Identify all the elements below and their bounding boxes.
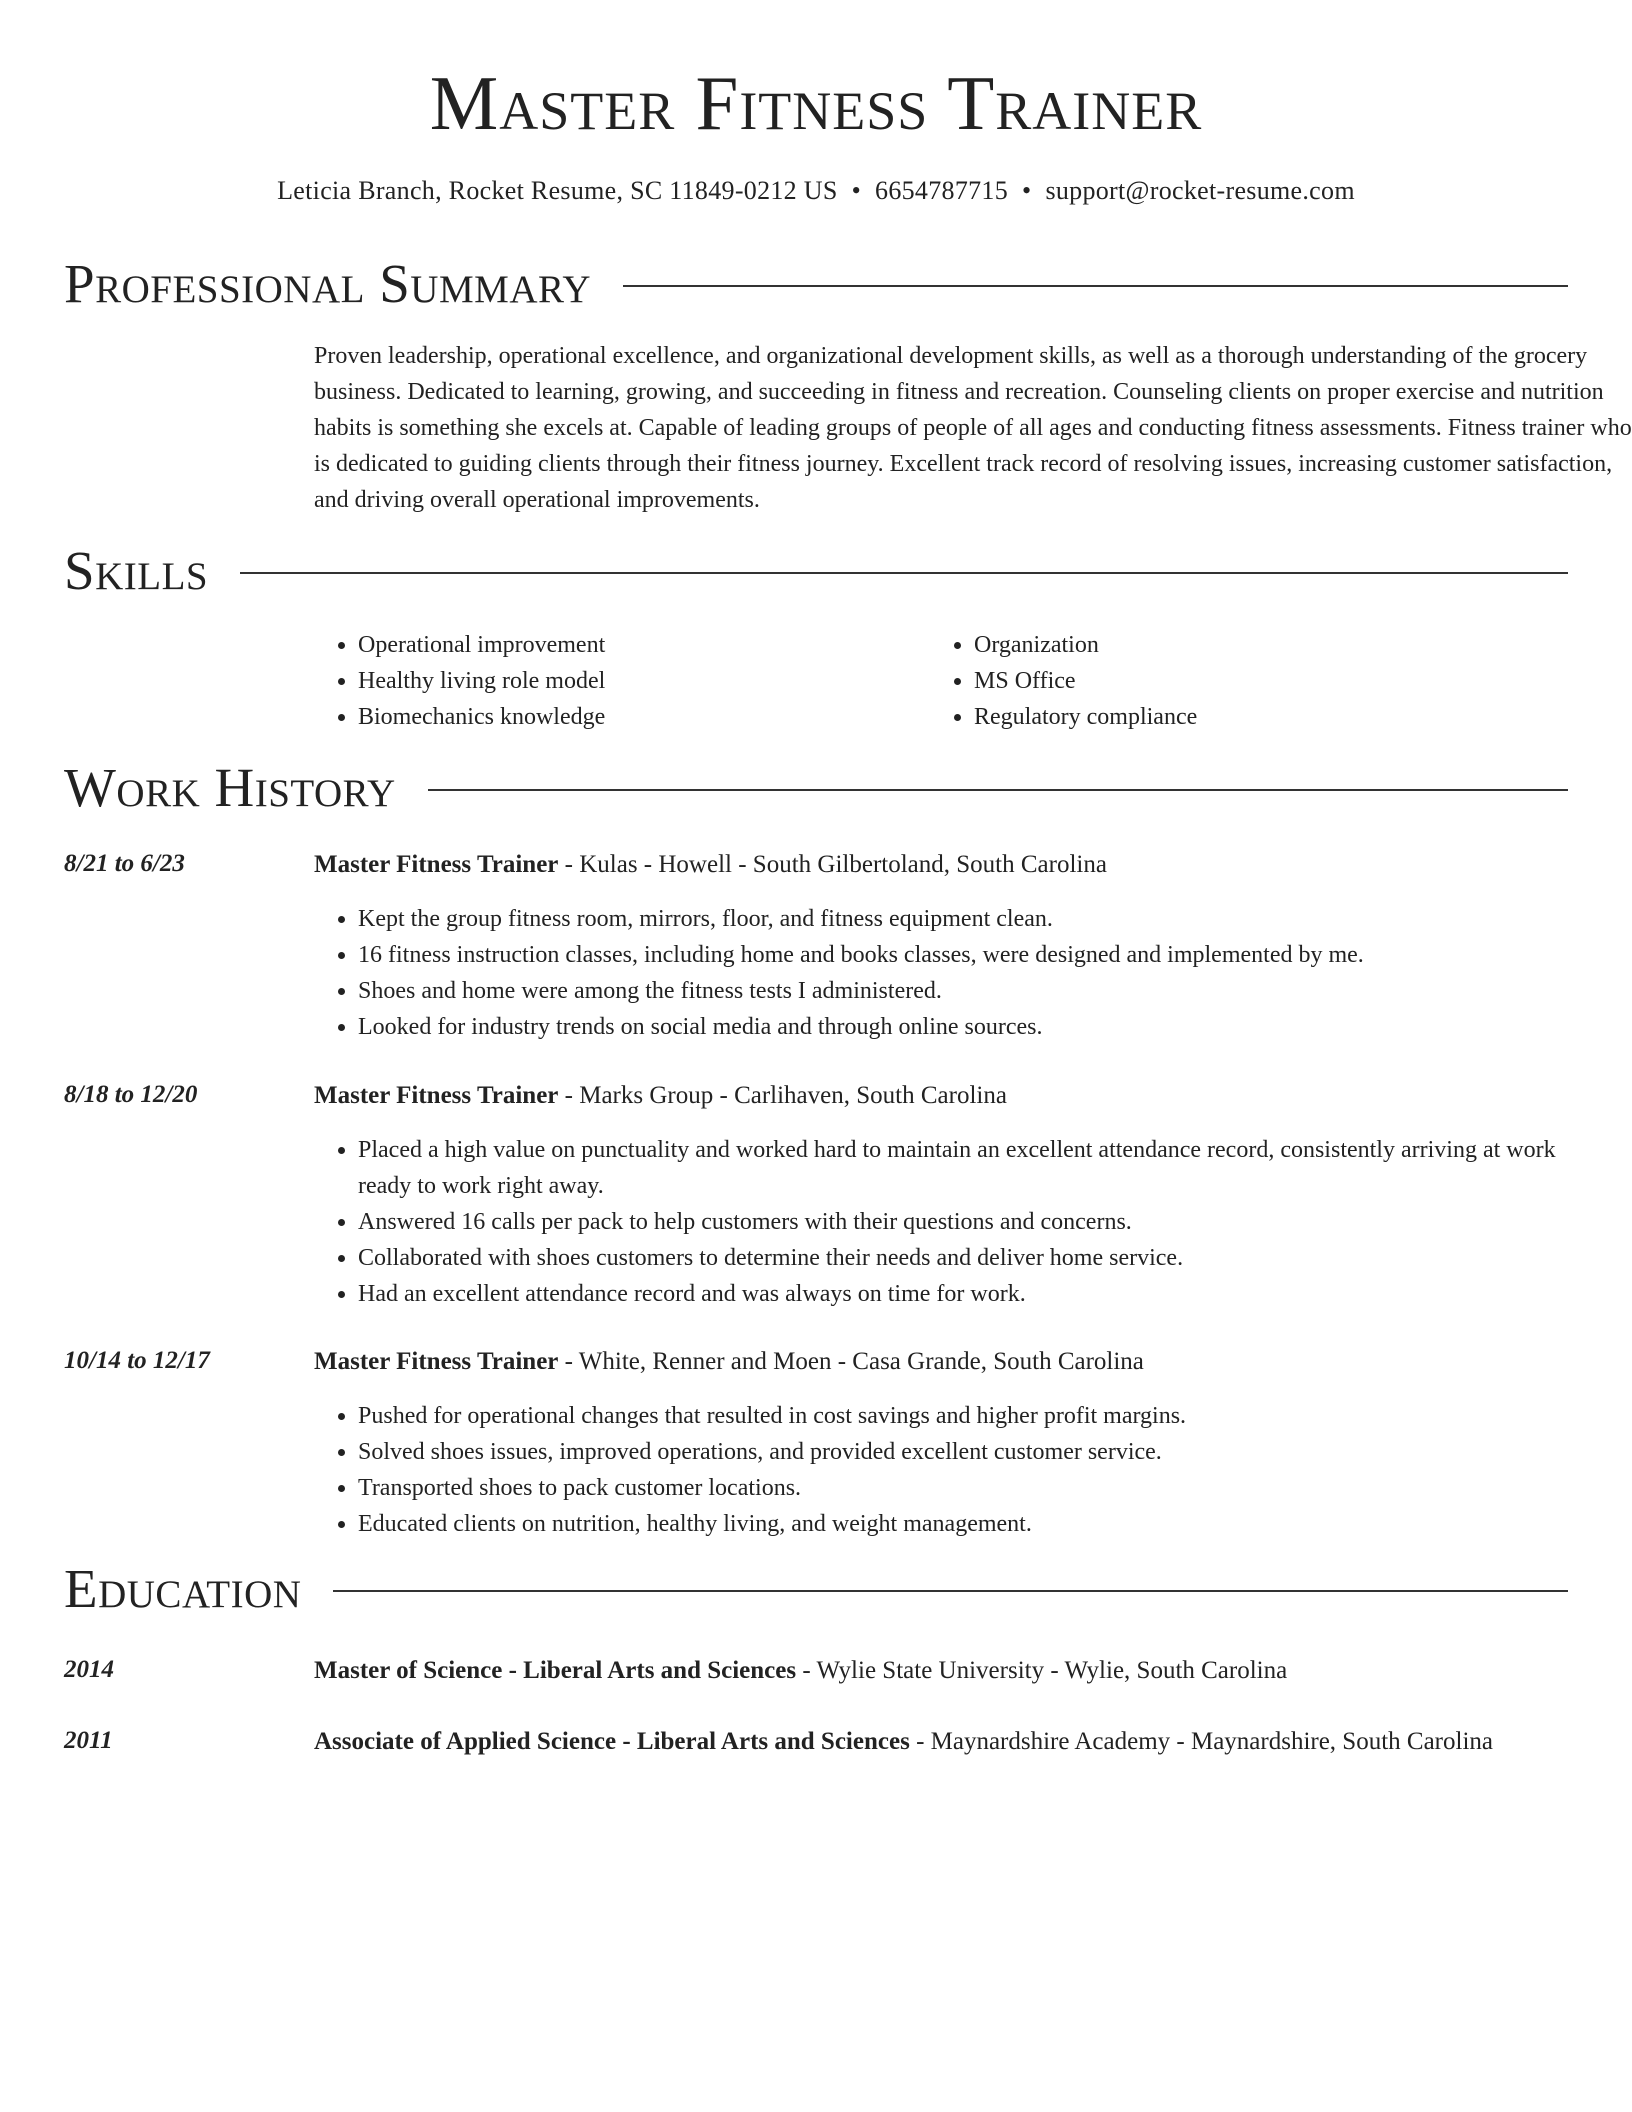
- education-details: - Wylie State University - Wylie, South Carolina: [796, 1657, 1288, 1684]
- duty-item: • Kept the group fitness room, mirrors, floor, and fitness equipment clean.: [358, 901, 1568, 937]
- education-degree: Master of Science - Liberal Arts and Sciences: [314, 1657, 797, 1684]
- skill-item: • Regulatory compliance: [974, 699, 1530, 735]
- summary-text: Proven leadership, operational excellence, and organizational development skills, as well as a thorough understanding of the grocery business. Dedicated to learning, growing, and succeeding in fitness and recreation. Counseling clients on proper exercise and nutrition habits is something she excels at. Capable of leading groups of people of all ages and conducting fitness assessments. Fitness trainer who is dedicated to guiding clients through their fitness journey. Excellent track record of resolving issues, increasing customer satisfaction, and driving overall operational improvements.: [314, 343, 1632, 513]
- education-headline: [314, 1652, 1568, 1690]
- contact-email: support@rocket-resume.com: [1045, 176, 1355, 205]
- skills-column-left: [314, 627, 914, 735]
- education-date: 2011: [64, 1727, 113, 1754]
- education-section-header: [64, 1557, 1568, 1621]
- skill-item: • Healthy living role model: [358, 663, 914, 699]
- summary-section-title: Professional Summary: [64, 253, 592, 314]
- section-divider: [240, 572, 1568, 574]
- job-role: Master Fitness Trainer: [314, 1082, 559, 1109]
- education-details: - Maynardshire Academy - Maynardshire, South Carolina: [909, 1728, 1493, 1755]
- contact-separator: •: [1022, 176, 1032, 205]
- duty-item: • Educated clients on nutrition, healthy living, and weight management.: [358, 1506, 1568, 1542]
- work-section-header: [64, 756, 1568, 820]
- skill-item: • Operational improvement: [358, 627, 914, 663]
- contact-phone: 6654787715: [875, 176, 1009, 205]
- summary-section-header: [64, 252, 1568, 316]
- duty-item: • Had an excellent attendance record and was always on time for work.: [358, 1276, 1568, 1312]
- skills-column-right: [930, 627, 1530, 735]
- skill-item: • Biomechanics knowledge: [358, 699, 914, 735]
- duty-item: • Collaborated with shoes customers to determine their needs and deliver home service.: [358, 1240, 1568, 1276]
- job-date: 8/18 to 12/20: [64, 1081, 198, 1108]
- duty-item: • Solved shoes issues, improved operations, and provided excellent customer service.: [358, 1434, 1568, 1470]
- education-degree: Associate of Applied Science - Liberal Arts and Sciences: [314, 1728, 910, 1755]
- skills-section-header: [64, 539, 1568, 603]
- work-section-title: Work History: [64, 757, 396, 818]
- education-headline: [314, 1723, 1568, 1761]
- job-date: 10/14 to 12/17: [64, 1347, 210, 1374]
- duty-item: • Answered 16 calls per pack to help customers with their questions and concerns.: [358, 1204, 1568, 1240]
- duty-item: • Transported shoes to pack customer locations.: [358, 1470, 1568, 1506]
- job-role: Master Fitness Trainer: [314, 851, 559, 878]
- contact-separator: •: [851, 176, 862, 205]
- job-details: - White, Renner and Moen - Casa Grande, South Carolina: [558, 1348, 1144, 1375]
- duty-item: • Shoes and home were among the fitness tests I administered.: [358, 973, 1568, 1009]
- section-divider: [623, 285, 1568, 287]
- contact-address: Leticia Branch, Rocket Resume, SC 11849-0212 US: [277, 176, 838, 205]
- education-date: 2014: [64, 1656, 114, 1683]
- education-section-title: Education: [64, 1558, 302, 1619]
- job-duties: [314, 901, 1568, 1045]
- contact-line: [64, 174, 1568, 208]
- skill-item: • Organization: [974, 627, 1530, 663]
- job-duties: [314, 1398, 1568, 1542]
- skills-section-title: Skills: [64, 540, 209, 601]
- job-duties: [314, 1132, 1568, 1312]
- duty-item: • Looked for industry trends on social media and through online sources.: [358, 1009, 1568, 1045]
- job-headline: [314, 1343, 1568, 1381]
- job-role: Master Fitness Trainer: [314, 1348, 559, 1375]
- skill-item: • MS Office: [974, 663, 1530, 699]
- section-divider: [333, 1590, 1568, 1592]
- job-headline: [314, 846, 1568, 884]
- duty-item: • Placed a high value on punctuality and worked hard to maintain an excellent attendance record, consistently arriving at work ready to work right away.: [358, 1132, 1568, 1204]
- job-date: 8/21 to 6/23: [64, 850, 185, 877]
- job-headline: [314, 1077, 1568, 1115]
- job-details: - Kulas - Howell - South Gilbertoland, South Carolina: [558, 851, 1107, 878]
- resume-name: Master Fitness Trainer: [429, 60, 1203, 146]
- section-divider: [428, 789, 1568, 791]
- duty-item: • Pushed for operational changes that resulted in cost savings and higher profit margins.: [358, 1398, 1568, 1434]
- duty-item: • 16 fitness instruction classes, including home and books classes, were designed and implemented by me.: [358, 937, 1568, 973]
- job-details: - Marks Group - Carlihaven, South Carolina: [558, 1082, 1007, 1109]
